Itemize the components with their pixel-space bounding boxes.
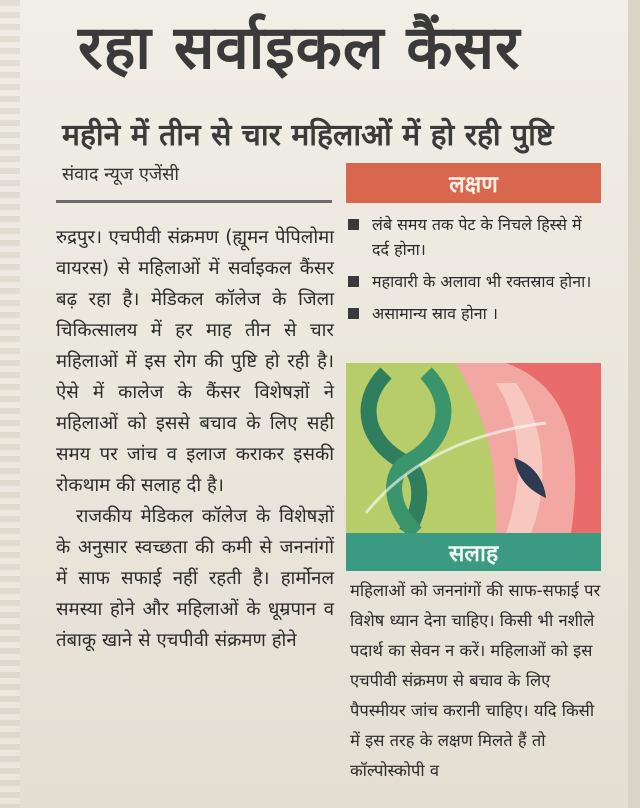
ribbon-woman-image — [346, 363, 601, 533]
awareness-ribbon-illustration — [346, 363, 601, 533]
symptom-item — [346, 212, 601, 262]
bullet-square-icon — [348, 276, 359, 287]
symptom-text: असामान्य स्राव होना । — [372, 304, 498, 323]
symptoms-title: लक्षण — [346, 163, 601, 203]
symptom-text: महावारी के अलावा भी रक्तस्राव होना। — [372, 272, 592, 291]
paragraph-1: रुद्रपुर। एचपीवी संक्रमण (ह्यूमन पेपिलोमा वायरस) से महिलाओं में सर्वाइकल कैंसर बढ़ रहा है। मेडिकल कॉलेज के जिला चिकित्सालय में हर माह तीन से चार महिलाओं में इस रोग की पुष्टि हो रही है। ऐसे में कालेज के कैंसर विशेषज्ञों ने महिलाओं को इससे बचाव के लिए सही समय पर जांच व इलाज कराकर इसकी रोकथाम की सलाह दी है। — [56, 227, 334, 496]
subheadline: महीने में तीन से चार महिलाओं में हो रही पुष्टि — [62, 118, 554, 153]
byline-rule — [56, 200, 332, 203]
symptom-item — [346, 269, 601, 294]
article-body — [56, 222, 334, 656]
headline: रहा सर्वाइकल कैंसर — [78, 13, 521, 83]
page-edge-right — [628, 0, 640, 808]
symptom-text: लंबे समय तक पेट के निचले हिस्से में दर्द होना। — [372, 215, 582, 259]
byline: संवाद न्यूज एजेंसी — [62, 164, 180, 185]
bullet-square-icon — [348, 219, 359, 230]
advice-title: सलाह — [346, 533, 601, 571]
symptoms-list — [346, 212, 601, 333]
page-edge-left — [0, 0, 20, 808]
symptom-item — [346, 301, 601, 326]
paragraph-2: राजकीय मेडिकल कॉलेज के विशेषज्ञों के अनुसार स्वच्छता की कमी से जननांगों में साफ सफाई नहीं रहती है। हार्मोनल समस्या होने और महिलाओं के धूम्रपान व तंबाकू खाने से एचपीवी संक्रमण होने — [56, 506, 334, 651]
bullet-square-icon — [348, 308, 359, 319]
advice-text: महिलाओं को जननांगों की साफ-सफाई पर विशेष ध्यान देना चाहिए। किसी भी नशीले पदार्थ का सेवन न करें। महिलाओं को इस एचपीवी संक्रमण से बचाव के लिए पैपस्मीयर जांच करानी चाहिए। यदि किसी में इस तरह के लक्षण मिलते हैं तो कॉल्पोस्कोपी व — [350, 581, 601, 780]
